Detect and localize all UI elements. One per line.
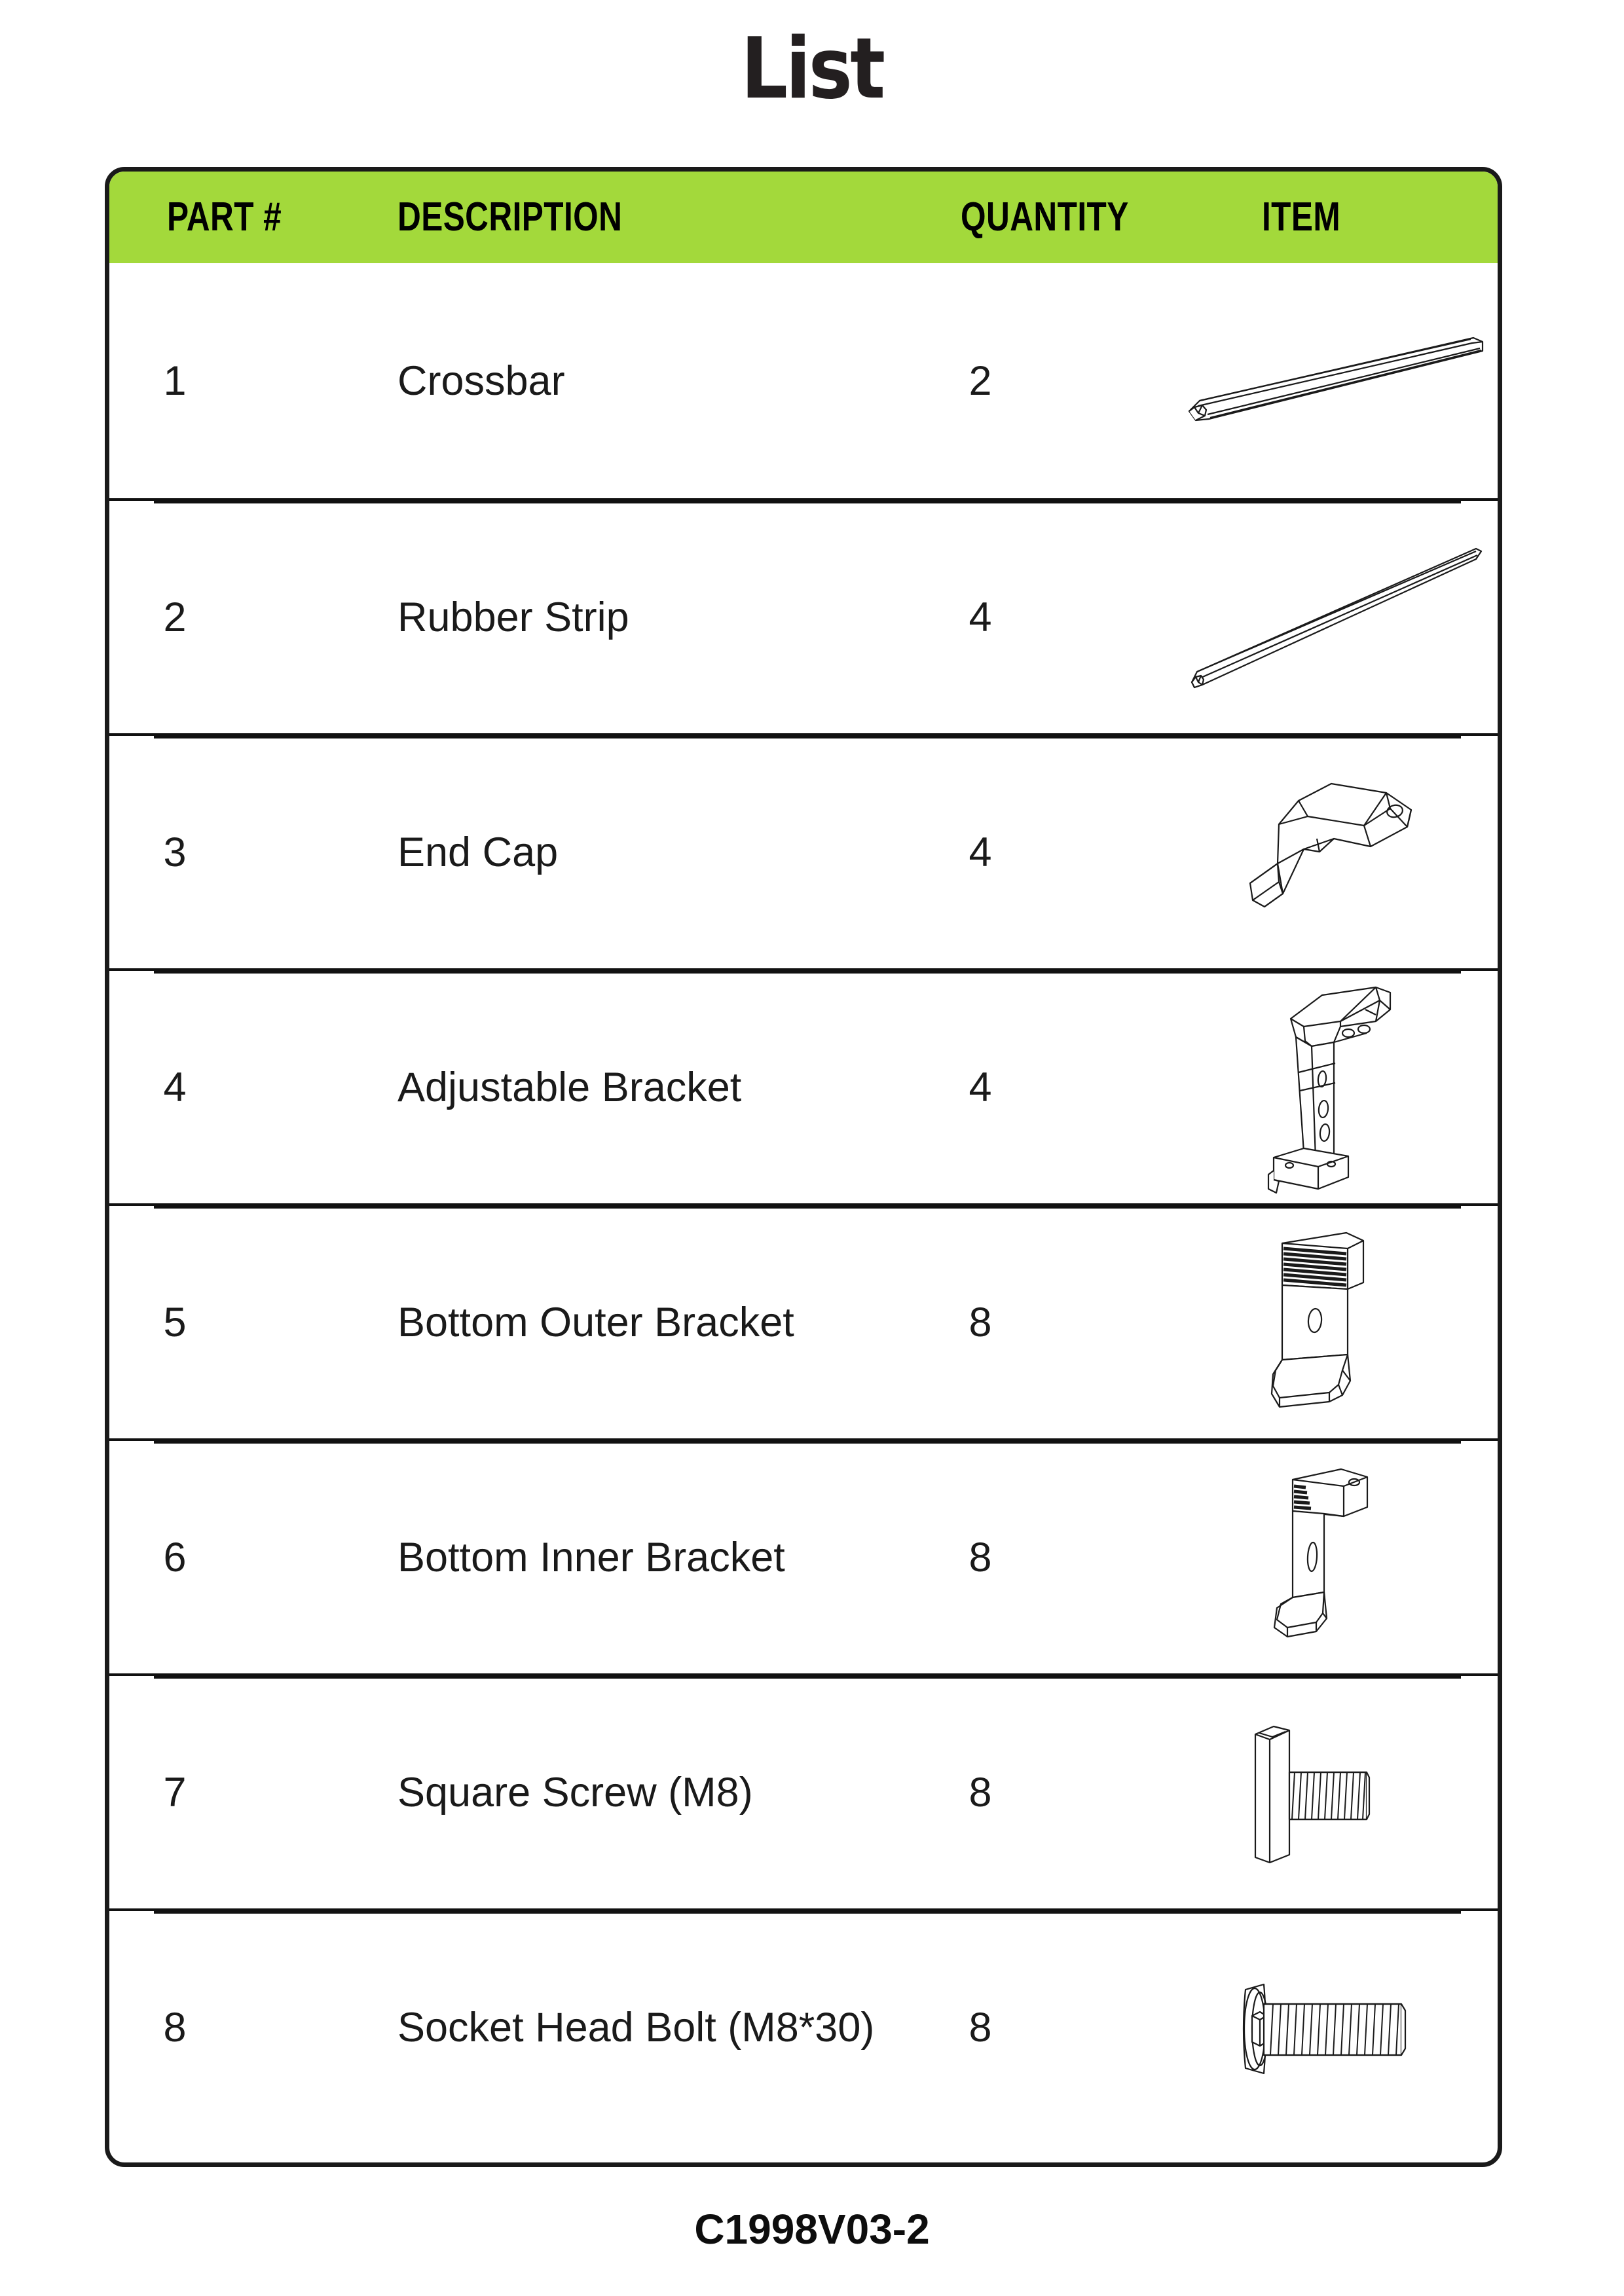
- table-row: [109, 1673, 1498, 1908]
- cell-description: Square Screw (M8): [397, 1769, 753, 1815]
- cell-quantity: 4: [969, 594, 992, 640]
- table-row: [109, 498, 1498, 733]
- rubber-strip-icon: [1170, 501, 1498, 736]
- cell-part-number: 8: [163, 2004, 187, 2050]
- table-row: [109, 1203, 1498, 1438]
- cell-part-number: 4: [163, 1064, 187, 1110]
- cell-part-number: 7: [163, 1769, 187, 1815]
- table-header-row: [109, 172, 1498, 263]
- socket-head-bolt-icon: [1170, 1911, 1498, 2146]
- parts-list-card: [105, 167, 1502, 2167]
- cell-description: Socket Head Bolt (M8*30): [397, 2004, 875, 2050]
- cell-description: Bottom Outer Bracket: [397, 1299, 794, 1345]
- cell-quantity: 8: [969, 1769, 992, 1815]
- cell-quantity: 8: [969, 1534, 992, 1580]
- bottom-outer-bracket-icon: [1170, 1206, 1498, 1441]
- cell-description: Rubber Strip: [397, 594, 629, 640]
- cell-description: Crossbar: [397, 357, 565, 404]
- adjustable-bracket-icon: [1170, 971, 1498, 1206]
- table-row: [109, 1438, 1498, 1673]
- table-row: [109, 733, 1498, 968]
- column-header-part: PART #: [167, 194, 282, 240]
- end-cap-icon: [1170, 736, 1498, 971]
- cell-description: End Cap: [397, 829, 559, 875]
- cell-part-number: 5: [163, 1299, 187, 1345]
- cell-description: Bottom Inner Bracket: [397, 1534, 785, 1580]
- cell-part-number: 2: [163, 594, 187, 640]
- crossbar-icon: [1170, 263, 1498, 498]
- document-code: C1998V03-2: [694, 2206, 930, 2253]
- table-row: [109, 263, 1498, 498]
- cell-part-number: 1: [163, 357, 187, 404]
- cell-description: Adjustable Bracket: [397, 1064, 742, 1110]
- square-screw-icon: [1170, 1676, 1498, 1911]
- table-body: [109, 263, 1498, 2143]
- page-title: List: [741, 20, 883, 118]
- column-header-description: DESCRIPTION: [397, 194, 623, 240]
- cell-quantity: 2: [969, 357, 992, 404]
- bottom-inner-bracket-icon: [1170, 1441, 1498, 1676]
- table-row: [109, 1908, 1498, 2143]
- table-row: [109, 968, 1498, 1203]
- cell-part-number: 3: [163, 829, 187, 875]
- cell-quantity: 4: [969, 1064, 992, 1110]
- column-header-quantity: QUANTITY: [961, 194, 1129, 240]
- cell-quantity: 4: [969, 829, 992, 875]
- column-header-item: ITEM: [1262, 194, 1341, 240]
- cell-quantity: 8: [969, 2004, 992, 2050]
- cell-quantity: 8: [969, 1299, 992, 1345]
- cell-part-number: 6: [163, 1534, 187, 1580]
